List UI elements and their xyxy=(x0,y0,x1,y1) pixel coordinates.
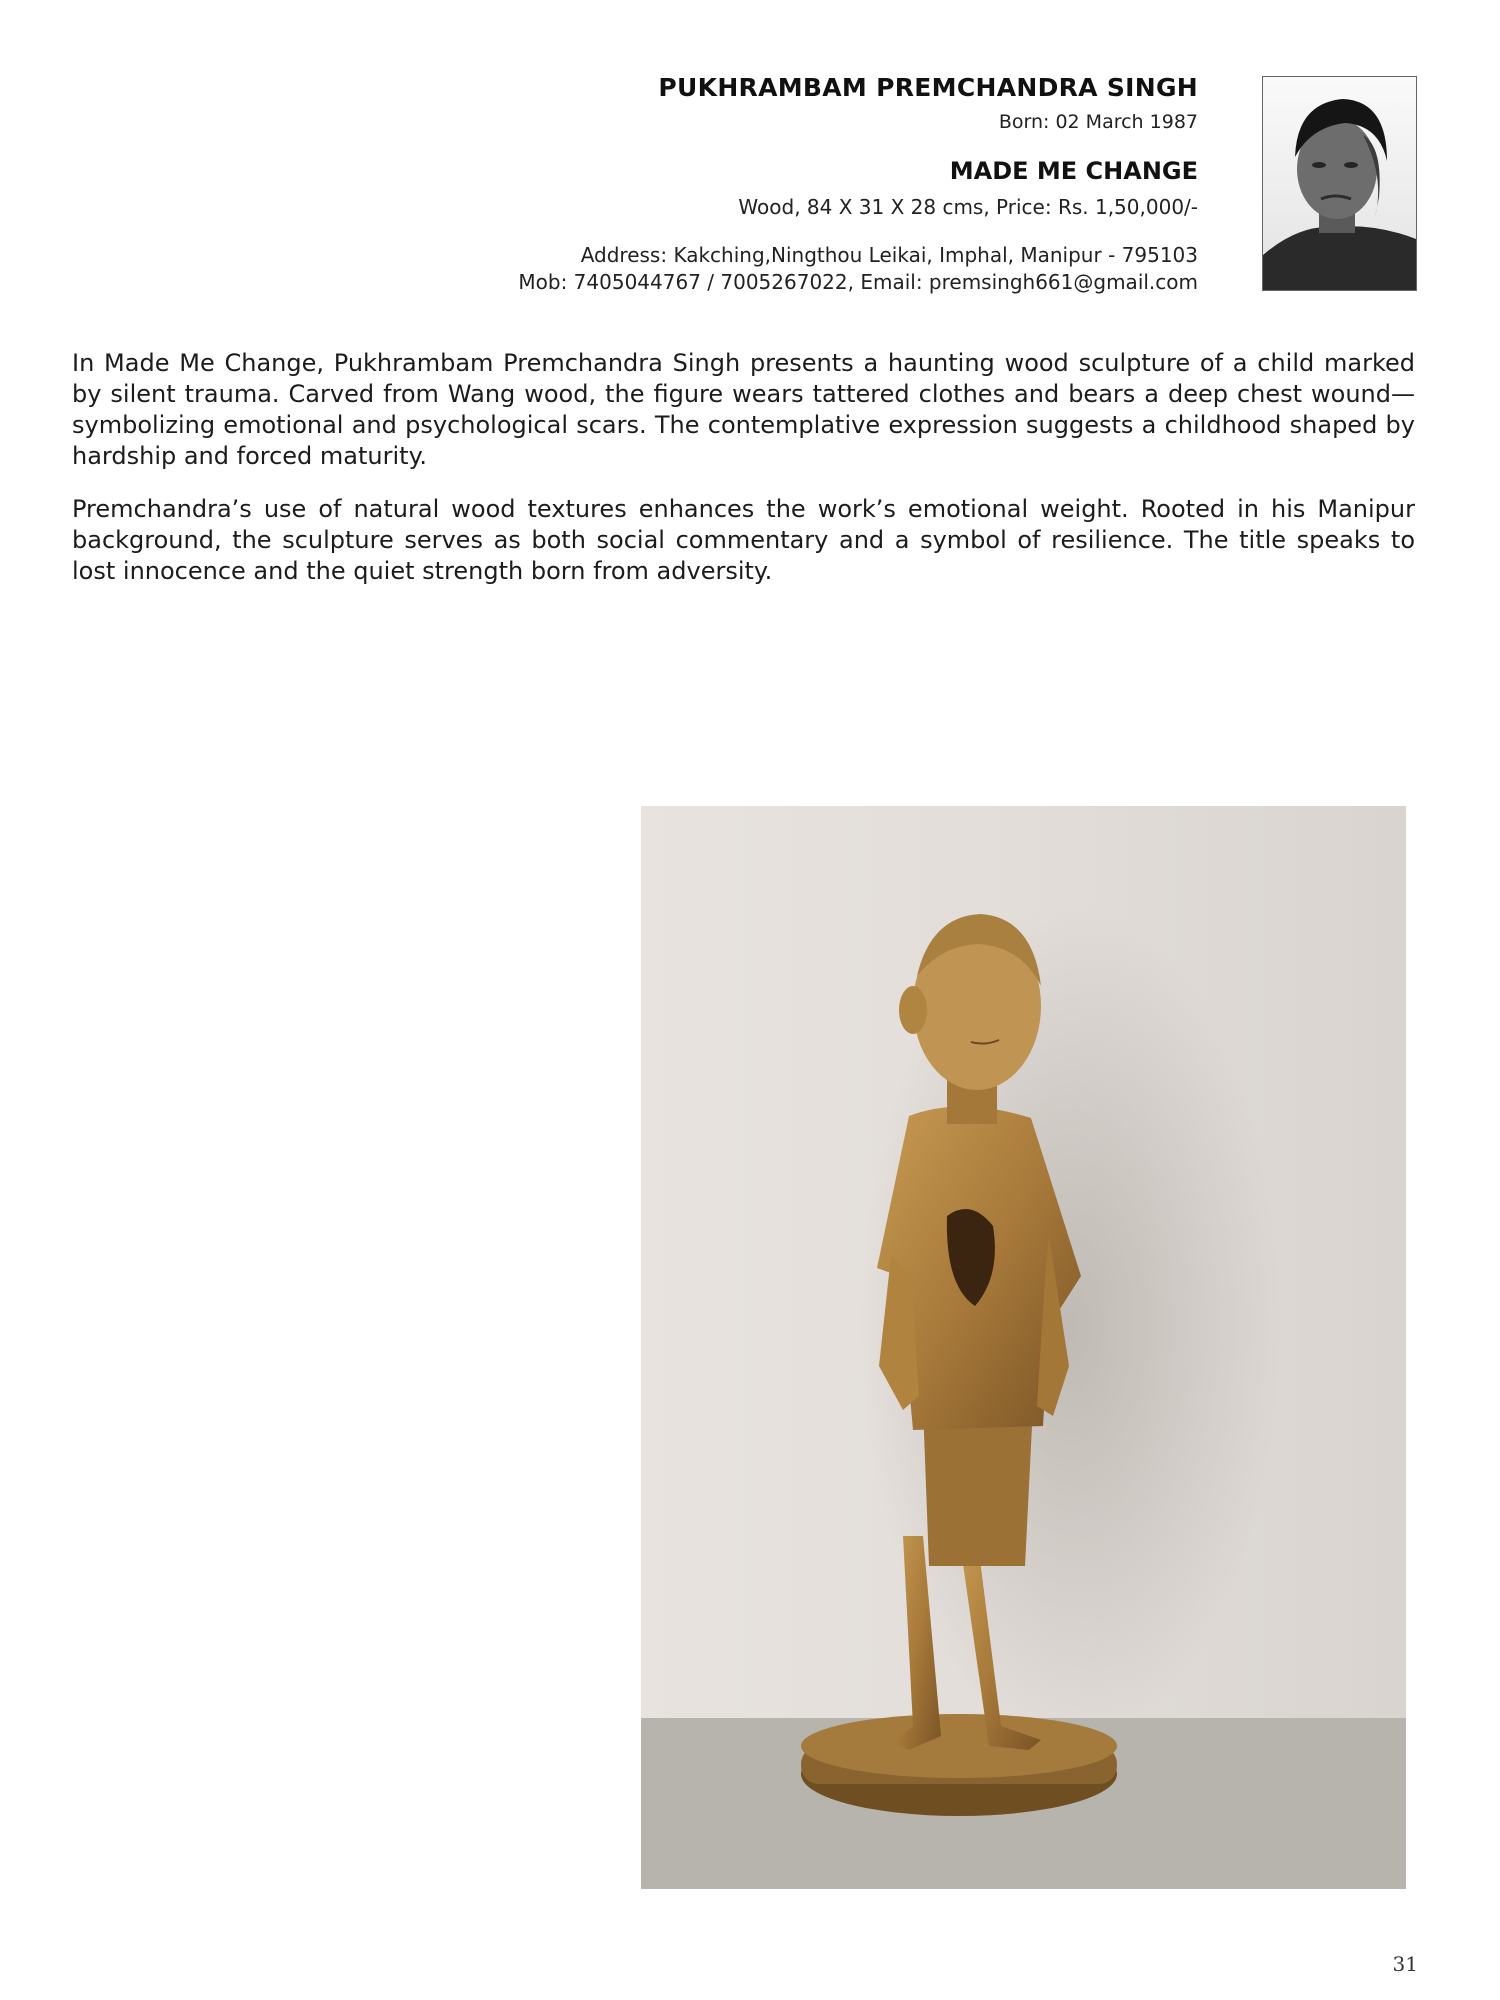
artwork-description xyxy=(72,348,1415,609)
artist-portrait-photo xyxy=(1262,76,1417,291)
sculpture-photo xyxy=(641,806,1406,1889)
artwork-details: Wood, 84 X 31 X 28 cms, Price: Rs. 1,50,000/- xyxy=(738,195,1198,219)
page-number: 31 xyxy=(1392,1952,1418,1976)
artist-header xyxy=(298,72,1198,296)
artist-born-date: Born: 02 March 1987 xyxy=(998,111,1198,133)
description-paragraph-1: In Made Me Change, Pukhrambam Premchandra Singh presents a haunting wood sculpture of a child marked by silent trauma. Carved from Wang wood, the figure wears tattered clothes and bears a deep chest wound—symbolizing emotional and psychological scars. The contemplative expression suggests a childhood shaped by hardship and forced maturity. xyxy=(72,349,1415,470)
artist-phone-email: Mob: 7405044767 / 7005267022, Email: premsingh661@gmail.com xyxy=(518,270,1198,294)
artist-contact xyxy=(298,242,1198,296)
artist-name: PUKHRAMBAM PREMCHANDRA SINGH xyxy=(658,73,1198,102)
artist-address: Address: Kakching,Ningthou Leikai, Imphal, Manipur - 795103 xyxy=(580,243,1198,267)
artwork-title: MADE ME CHANGE xyxy=(949,157,1198,185)
description-paragraph-2: Premchandra’s use of natural wood textures enhances the work’s emotional weight. Rooted in his Manipur background, the sculpture serves as both social commentary and a symbol of resilience. The title speaks to lost innocence and the quiet strength born from adversity. xyxy=(72,495,1415,585)
